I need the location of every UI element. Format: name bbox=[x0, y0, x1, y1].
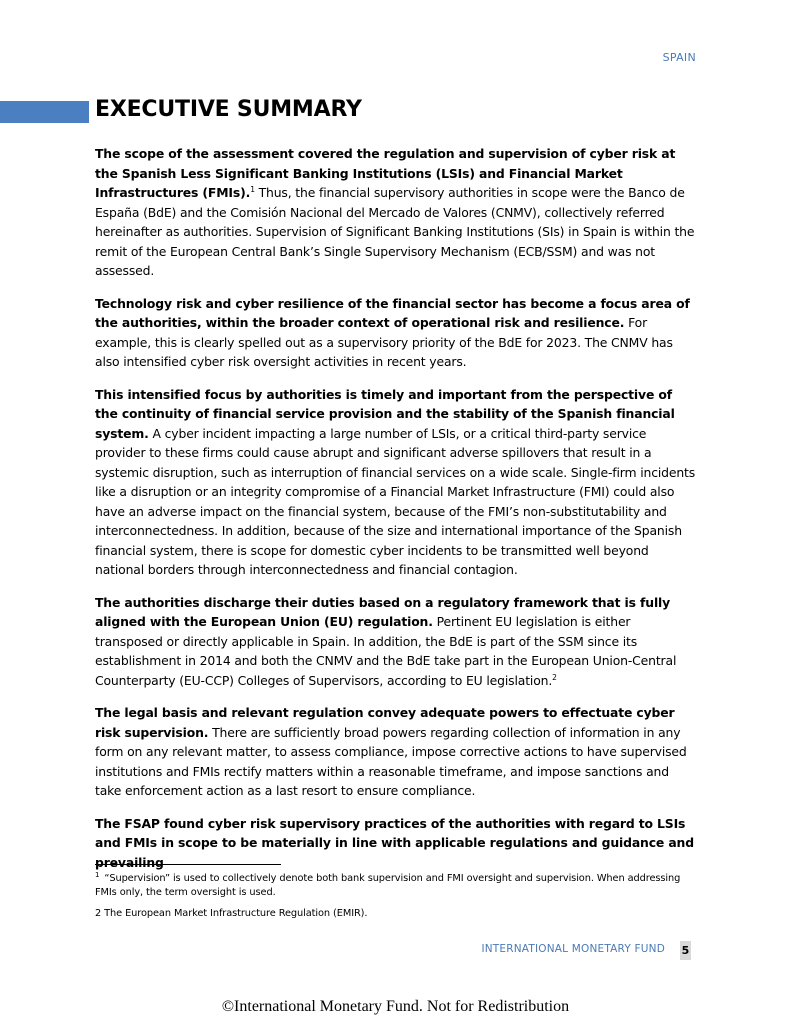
paragraph-focus-area bbox=[95, 294, 696, 372]
footnote-text: “Supervision” is used to collectively denote both bank supervision and FMI oversight and supervision. When addressing FMIs only, the term oversight is used. bbox=[95, 873, 681, 898]
paragraph-lead: Technology risk and cyber resilience of the financial sector has become a focus area of the authorities, within the broader context of operational risk and resilience. bbox=[95, 295, 690, 330]
paragraph-body: A cyber incident impacting a large number of LSIs, or a critical third-party service provider to these firms could cause abrupt and significant adverse spillovers that result in a systemic disruption, such as interruption of financial services on a wide scale. Single-firm incidents like a disruption or an integrity compromise of a Financial Market Infrastructure (FMI) could also have an adverse impact on the financial system, because of the FMI’s non-substitutability and interconnectedness. In addition, because of the size and international importance of the Spanish financial system, there is scope for domestic cyber incidents to be transmitted well beyond national borders through interconnectedness and financial contagion. bbox=[95, 425, 696, 577]
page-number: 5 bbox=[680, 941, 691, 960]
paragraph-legal-basis bbox=[95, 703, 696, 801]
footnotes bbox=[95, 872, 696, 928]
paragraph-lead: The legal basis and relevant regulation convey adequate powers to effectuate cyber risk supervision. bbox=[95, 705, 675, 740]
paragraph-body: Thus, the financial supervisory authorities in scope were the Banco de España (BdE) and the Comisión Nacional del Mercado de Valores (CNMV), collectively referred hereinafter as authorities. Supervision of Significant Banking Institutions (SIs) in Spain is within the remit of the European Central Bank’s Single Supervisory Mechanism (ECB/SSM) and was not assessed. bbox=[95, 185, 695, 278]
footnote-ref: 2 bbox=[552, 672, 557, 682]
paragraph-lead: This intensified focus by authorities is timely and important from the perspective of the continuity of financial service provision and the stability of the Spanish financial system. bbox=[95, 386, 675, 441]
paragraph-lead: The FSAP found cyber risk supervisory practices of the authorities with regard to LSIs and FMIs in scope to be materially in line with applicable regulations and guidance and prevailing bbox=[95, 815, 694, 870]
paragraph-lead: The authorities discharge their duties based on a regulatory framework that is fully aligned with the European Union (EU) regulation. bbox=[95, 594, 671, 629]
paragraph-body: For example, this is clearly spelled out as a supervisory priority of the BdE for 2023. The CNMV has also intensified cyber risk oversight activities in recent years. bbox=[95, 315, 673, 369]
paragraph-body: Pertinent EU legislation is either transposed or directly applicable in Spain. In addition, the BdE is part of the SSM since its establishment in 2014 and both the CNMV and the BdE take part in the European Union-Central Counterparty (EU-CCP) Colleges of Supervisors, according to EU legislation. bbox=[95, 614, 677, 688]
paragraph-regulatory-framework bbox=[95, 593, 696, 691]
paragraph-body: There are sufficiently broad powers regarding collection of information in any form on any relevant matter, to assess compliance, impose corrective actions to have supervised institutions and FMIs rectify matters within a reasonable timeframe, and impose sanctions and take enforcement action as a last resort to ensure compliance. bbox=[95, 724, 687, 798]
paragraph-lead: The scope of the assessment covered the regulation and supervision of cyber risk at the Spanish Less Significant Banking Institutions (LSIs) and Financial Market Infrastructures (FMIs). bbox=[95, 146, 676, 200]
footnote-number: 2 bbox=[95, 908, 102, 919]
footnote-ref: 1 bbox=[250, 184, 255, 194]
paragraph-intensified-focus bbox=[95, 385, 696, 580]
footnote-divider bbox=[95, 864, 281, 865]
running-footer-org: INTERNATIONAL MONETARY FUND bbox=[481, 943, 665, 955]
paragraph-scope bbox=[95, 144, 696, 281]
footnote-1 bbox=[95, 872, 696, 900]
running-header-country: SPAIN bbox=[662, 51, 696, 64]
title-accent-bar bbox=[0, 101, 89, 123]
footnote-number: 1 bbox=[95, 870, 100, 879]
page-title: EXECUTIVE SUMMARY bbox=[95, 97, 362, 122]
footnote-2 bbox=[95, 907, 696, 921]
body-text bbox=[95, 144, 696, 885]
copyright-watermark: ©International Monetary Fund. Not for Redistribution bbox=[221, 998, 570, 1015]
footnote-text: The European Market Infrastructure Regulation (EMIR). bbox=[104, 908, 368, 919]
